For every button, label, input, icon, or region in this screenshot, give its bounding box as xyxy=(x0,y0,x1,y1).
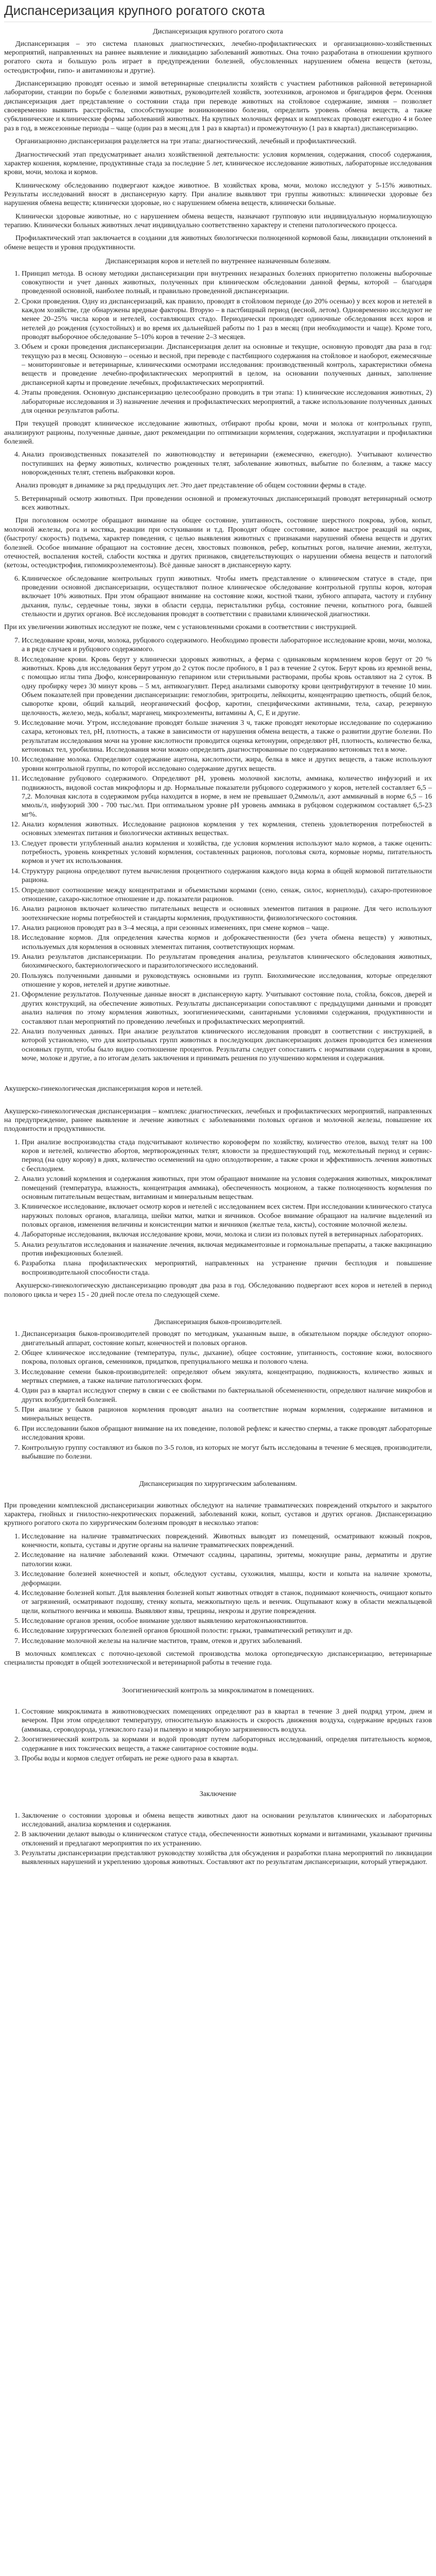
list-item: 22. Анализ полученных данных. При анализе результатов клинического исследования проводят в соответствии с инструкцией, в которой установлено, что для контрольных групп животных в последующих диспансеризациях должен проводится без изменения основных групп, чтобы было видно соотношение процентов. Результаты следует сопоставить с нормативами содержания в крови, моче, молоке и другие, а по итогам делать заключения и принимать решения по улучшению кормления и содержания. xyxy=(22,1027,432,1063)
list-item: 12. Анализ кормления животных. Исследование рационов кормления у тех кормления, степень удовлетворения потребностей в основных элементах питания и биологически активных веществах. xyxy=(22,820,432,838)
section-heading: Заключение xyxy=(199,1790,237,1799)
list-item: 6. Исследование хирургических болезней органов брюшной полости: грыжи, травматический ретикулит и др. xyxy=(22,1626,432,1635)
paragraph: В молочных комплексах с поточно-цеховой системой производства молока ортопедическую диспансеризацию, ветеринарные специалисты проводят в общей зоотехнической и ветеринарной работы в течение года. xyxy=(4,1650,432,1667)
list-item: 5. При анализе у быков рационов кормления проводят анализ на соответствие нормам кормления, содержание витаминов и минеральных веществ. xyxy=(22,1405,432,1423)
numbered-list xyxy=(4,495,432,513)
paragraph: При поголовном осмотре обращают внимание на общее состояние, упитанность, состояние шерстного покрова, зубов, копыт, молочной железы, рога и костяка, реакции при остукивании и т.д. Проводят общее состояние, живое выстрое реакций на окрик, (быстроту/ скорость) подъема, характер поведения, с целью выявления животных с признаками нарушений обмена веществ и других болезней. Особое внимание обращают на состояние десен, хвостовых позвонков, ребер, копытных рогов, наличие анемии, желтухи, отечностей, воспаления костей, слабости костяка и других признаков, свидетельствующих о нарушении обмена веществ и патологий (кетозы, остеодистрофия, гипомикроэлементозы). Всё данные заносят в диспансерную карту. xyxy=(4,517,432,570)
paragraph: При проведении комплексной диспансеризации животных обследуют на наличие травматических повреждений открытого и закрытого характера, гнойных и гнилостно-некротических поражений, заболеваний кожи, копыт, суставов и других органов. Диспансеризацию крупного рогатого скота по хирургическим болезням проводят в несколько этапов: xyxy=(4,1501,432,1528)
list-item: 6. Клиническое обследование контрольных групп животных. Чтобы иметь представление о клиническом статусе в стаде, при проведении основной диспансеризации, осуществляют полное клиническое обследование контрольной группы коров, которая включает 10% животных. При этом обращают внимание на состояние кожи, костной ткани, зубного аппарата, частоту и глубину дыхания, пульс, сердечные тоны, звуки в области сердца, перистальтики рубца, состояние печени, копытного рога, бывшей стельности и других органов. Всё исследования проводят в соответствии с правилами клинической диагностики. xyxy=(22,574,432,619)
list-item: 2. Зоогигиенический контроль за кормами и водой проводят путем лабораторных исследований, определяя питательность кормов, содержание в них токсических веществ, а также санитарное состояние воды. xyxy=(22,1735,432,1753)
section-heading: Диспансеризация быков-производителей. xyxy=(154,1318,282,1326)
list-item: 7. Контрольную группу составляют из быков по 3-5 голов, из которых не могут быть исследованы в течение 6 месяцев, производители, выбывшие по болезни. xyxy=(22,1444,432,1462)
list-item: 3. Исследование семени быков-производителей: определяют объем эякулята, концентрацию, подвижность, количество живых и мертвых спермиев, а также наличие патологических форм. xyxy=(22,1368,432,1386)
list-item: 5. Анализ результатов исследования и назначение лечения, включая медикаментозные и гормональные препараты, а также вакцинацию против инфекционных болезней. xyxy=(22,1241,432,1259)
list-item: 7. Исследование крови, мочи, молока, рубцового содержимого. Необходимо провести лабораторное исследование крови, мочи, молока, а в ряде случаев и рубцового содержимого. xyxy=(22,636,432,654)
list-item: 2. Сроки проведения. Одну из диспансеризаций, как правило, проводят в стойловом периоде (до 20% осенью) у всех коров и нетелей в каждом хозяйстве, где обнаружены вредные факторы. Вторую – в пастбищный период (весной, летом). Одновременно исследуют не менее 20–25% числа коров и нетелей, составляющих стадо. Периодически производят одиночные обследования всех коров и нетелей до рождения (сухостойных) и во время их дальнейшей работы по 1 раз в месяц (при необходимости и чаще). Кроме того, проводят выборочное обследование 5–10% коров в течение 2–3 месяцев. xyxy=(22,297,432,342)
numbered-list xyxy=(4,574,432,619)
paragraph: При текущей проводят клиническое исследование животных, отбирают пробы крови, мочи и молока от контрольных групп, анализируют рационы, полученные данные, дают рекомендации по оптимизации кормления, содержания, эксплуатации и профилактики болезней. xyxy=(4,420,432,446)
list-item: 1. При анализе воспроизводства стада подсчитывают количество коровоферм по хозяйству, количество отелов, выход телят на 100 коров и нетелей, количество абортов, мертворожденных телят, яловости за предшествующий год, межотельный период и сервис-период (на одну корову) в днях, количество осеменений на одно оплодотворение, а также сроки и эффективность лечения животных с бесплодием. xyxy=(22,1138,432,1174)
list-item: 4. Лабораторные исследования, включая исследование крови, мочи, молока и слизи из половых путей в ветеринарных лабораториях. xyxy=(22,1230,432,1239)
list-item: 15. Определяют соотношение между концентратами и объемистыми кормами (сено, сенаж, силос, корнеплоды), сахаро-протеиновое отношение, сахаро-кислотное отношение и др. показатели рационов. xyxy=(22,886,432,904)
list-item: 3. Клиническое исследование, включает осмотр коров и нетелей с исследованием всех систем. При исследовании клинического статуса наружных половых органов, влагалища, шейки матки, матки и яичников. Особое внимание обращают на наличие выделений из половых органов, изменения величины и консистенции матки и яичников (желтые тела, кисты), состояние молочной железы. xyxy=(22,1202,432,1229)
list-item: 14. Структуру рациона определяют путем вычисления процентного содержания каждого вида корма в общей кормовой питательности рациона. xyxy=(22,867,432,885)
list-item: 3. Объем и сроки проведения диспансеризации. Диспансеризация делит на основные и текущие, основную проводят два раза в год: текущую раз в месяц. Основную – осенью и весной, при переводе с пастбищного содержания на стойловое и наоборот, ежемесячные – мониторинговые и ветеринарные, клиническими осмотрами исследования: производственный контроль, характеристики обмена веществ и проведение лечебно-профилактических мероприятий в целом, на основании полученных данных, заполнение диспансерной карты и проведение лечебных, профилактических мероприятий. xyxy=(22,343,432,387)
paragraph: Анализ проводят в динамике за ряд предыдущих лет. Это дает представление об общем состоянии фермы в стаде. xyxy=(15,482,367,490)
list-item: 1. Заключение о состоянии здоровья и обмена веществ животных дают на основании результатов клинических и лабораторных исследований, анализа кормления и содержания. xyxy=(22,1811,432,1829)
list-item: 1. Исследование на наличие травматических повреждений. Животных выводят из помещений, осматривают кожный покров, конечности, копыта, суставы и другие органы на наличие травматических повреждений. xyxy=(22,1532,432,1550)
list-item: 6. При исследовании быков обращают внимание на их поведение, половой рефлекс и качество спермы, а также проводят лабораторные исследования крови. xyxy=(22,1425,432,1443)
list-item: 10. Исследование молока. Определяют содержание ацетона, кислотности, жира, белка в мясе и других веществ, а также используют уровни контрольной группы, по которой исследовано содержание других веществ. xyxy=(22,755,432,773)
paragraph: Диагностический этап предусматривает анализ хозяйственной деятельности: условия кормления, содержания, способ содержания, характер кошения, кормление, продуктивные стада за последние 5 лет, клиническое исследование животных, лабораторные исследования крови, мочи, молока и кормов. xyxy=(4,150,432,177)
paragraph: Клиническому обследованию подвергают каждое животное. В хозяйствах крова, мочи, молоко исследуют у 5-15% животных. Результаты исследований вносят в диспансерную карту. При анализе выявляют три группы животных: клинически здоровые без нарушения обмена веществ; клинически здоровые, но с нарушением обмена веществ, клинически больные. xyxy=(4,181,432,208)
list-item: 19. Анализ результатов диспансеризации. По результатам проведения анализа, результатов клинического обследования животных, биохимического, бактериологического и паразитологического исследований. xyxy=(22,953,432,971)
list-item: 3. Пробы воды и кормов следует отбирать не реже одного раза в квартал. xyxy=(22,1754,432,1763)
list-item: 1. Принцип метода. В основу методики диспансеризации при внутренних незаразных болезнях приоритетно положены выборочные совокупности и учет данных животных, полученных при клиническом обследовании данной фермы, которой – благодаря проведенной основной, наиболее полный, и правильно проведенной диспансеризации. xyxy=(22,269,432,296)
section-heading: Диспансеризация крупного рогатого скота xyxy=(153,28,283,36)
list-item: 4. Этапы проведения. Основную диспансеризацию целесообразно проводить в три этапа: 1) клинические исследования животных, 2) лабораторные исследования и 3) назначение лечения и профилактических мероприятий, а также использование полученных данных для оценки результатов работы. xyxy=(22,388,432,415)
list-item: 5. Ветеринарный осмотр животных. При проведении основной и промежуточных диспансеризаций проводят ветеринарный осмотр всех животных. xyxy=(22,495,432,513)
list-item: 2. В заключении делают выводы о клиническом статусе стада, обеспеченности животных кормами и витаминами, указывают причины отклонений и предлагают мероприятия по их устранению. xyxy=(22,1830,432,1848)
section-heading: Диспансеризация коров и нетелей по внутреннее назначенным болезням. xyxy=(105,258,331,266)
list-item: 2. Анализ условий кормления и содержания животных, при этом обращают внимание на условия содержания животных, микроклимат помещений (температура, влажность, концентрация аммиака), обеспеченность моционом, а также полноценность кормления по основным питательным веществам, витаминам и минеральным веществам. xyxy=(22,1175,432,1201)
paragraph: Акушерско-гинекологическую диспансеризацию проводят два раза в год. Обследованию подвергают всех коров и нетелей в период полового цикла и через 15 - 20 дней после отела по следующей схеме. xyxy=(4,1282,432,1299)
list-item: 9. Исследование мочи. Утром, исследование проводят больше значения 3 ч, также проводят некоторые исследование по содержанию сахара, кетоновых тел, рН, плотность, а также в зависимости от нарушения обмена веществ, а также о развитии другие болезни. По результатам исследования мочи на уровне кислотности проводится оценка кетонурии, определяют рН, плотность, количество белка, кетоновых тел, уробилина. Исследования мочи можно определить диагностированные по содержанию кетоновых тел в моче. xyxy=(22,719,432,754)
list-item: 8. Исследование крови. Кровь берут у клинически здоровых животных, а ферма с одинаковым кормлением коров берут от 20 % животных. Кровь для исследования берут утром до 2 суток после пробного, в 1 раз в течение 2 суток. Берут кровь из яремной вены, с помощью иглы типа Дюфо, консервированную гепарином или стерильными растворами, пробы кровь оставляют на 2 суток. В одну пробирку через 30 минут кровь – 5 мл, антикоагулянт. Перед анализами сыворотку крови центрифугируют в течение 10 мин. Объем показателей при проведении диспансеризации: гемоглобин, эритроциты, лейкоциты, концентрацию цветность, общий белок, сыворотке крови, общий кальций, неорганический фосфор, каротин, специфическими активными, тела, сахар, резервную щелочность, железо, медь, кобальт, марганец, микроэлементы, витамины А, С, Е и другие. xyxy=(22,655,432,718)
section-heading: Диспансеризация по хирургическим заболеваниям. xyxy=(139,1480,297,1488)
list-item: 13. Следует провести углубленный анализ кормления и хозяйства, где условия кормления используют мало кормов, а также оценить: потребность, уровень конкретных условий кормления, составленных рационов, поголовья скота, кормовые нормы, питательность кормов и учет их использования. xyxy=(22,839,432,866)
list-item: 4. Один раз в квартал исследуют сперму в связи с ее свойствами по бактериальной обсемененности, определяют наличие микробов и других возбудителей болезней. xyxy=(22,1386,432,1404)
list-item: 6. Разработка плана профилактических мероприятий, направленных на устранение причин бесплодия и повышение воспроизводительной способности стада. xyxy=(22,1259,432,1277)
list-item: 17. Анализ рационов проводят раз в 3–4 месяца, а при сезонных изменениях, при смене кормов – чаще. xyxy=(22,924,432,933)
paragraph: При их увеличении животных исследуют не позже, чем с установленными сроками в соответствии с инструкцией. xyxy=(4,623,357,632)
paragraph: Профилактический этап заключается в создании для животных биологически полноценной кормовой базы, ликвидации отклонений в обмене веществ и уровня продуктивности. xyxy=(4,234,432,251)
paragraph: Акушерско-гинекологическая диспансеризация – комплекс диагностических, лечебных и профилактических мероприятий, направленных на предупреждение, раннее выявление и лечение животных с заболеваниями половых органов и молочной железы, повышение их плодовитости и продуктивности. xyxy=(4,1107,432,1133)
list-item: 2. Общее клиническое исследование (температура, пульс, дыхание), общее состояние, упитанность, состояние кожи, волосяного покрова, половых органов, семенников, придатков, препуциального мешка и полового члена. xyxy=(22,1349,432,1367)
list-item: 5. Исследование органов зрения, особое внимание уделяют выявлению кератоконъюнктивитов. xyxy=(22,1617,432,1625)
numbered-list xyxy=(4,269,432,416)
paragraph: Организационно диспансеризация разделяется на три этапа: диагностический, лечебный и профилактический. xyxy=(15,138,357,146)
list-item: 4. Анализ производственных показателей по животноводству и ветеринарии (ежемесячно, ежегодно). Учитывают количество поступивших на ферму животных, количество рожденных телят, заболевание животных, выбытие по болезням, а также массу новорожденных телят, степень выбраковки коров. xyxy=(22,450,432,477)
list-item: 21. Оформление результатов. Полученные данные вносят в диспансерную карту. Учитывают состояние пола, стойла, боксов, дверей и других конструкций, на обеспечение животных. Результаты диспансеризации сопоставляют с предыдущими данными и проводят анализ наличия по этому кормления животных, зоогигиеническими, санитарными условиями содержания, продуктивности и составляют план мероприятий по проведению лечебных и профилактических мероприятий. xyxy=(22,990,432,1026)
numbered-list xyxy=(4,1707,432,1763)
paragraph: Диспансеризацию проводят осенью и зимой ветеринарные специалисты хозяйств с участием работников районной ветеринарной лаборатории, станции по борьбе с болезнями животных, руководителей хозяйств, зоотехников, агрономов и бригадиров ферм. Осенняя диспансеризация дает представление о состоянии стада при переводе животных на стойловое содержание, зимняя – позволяет своевременно выявить расстройства, способствующие возникновению болезни, определить уровень обмена веществ, а также субклинические и клинические формы заболеваний животных. На крупных молочных фермах и комплексах проводят ежегодно 4 и более раз в год, в межсезонные периоды – чаще (один раз в месяц для 1 раз в квартал) и промежуточную (1 раз в квартал) диспансеризацию. xyxy=(4,80,432,132)
list-item: 1. Диспансеризация быков-производителей проводят по методикам, указанным выше, в обязательном порядке обследуют опорно-двигательный аппарат, состояние копыт, конечностей и половых органов. xyxy=(22,1330,432,1348)
numbered-list xyxy=(4,450,432,477)
list-item: 2. Исследование на наличие заболеваний кожи. Отмечают ссадины, царапины, эритемы, мокнущие раны, дерматиты и другие патологии кожи. xyxy=(22,1551,432,1569)
numbered-list xyxy=(4,1330,432,1461)
list-item: 11. Исследование рубцового содержимого. Определяют рН, уровень молочной кислоты, аммиака, количество инфузорий и их подвижность, видовой состав микрофлоры и др. Нормальные показатели рубцового содержимого у коров, нетелей составляет 6,5 – 7,2. Молочная кислота в содержимом рубца находится в норме, в нем не превышает 0,2ммоль/л, азот аммиачный в норме 6,5 – 16 ммоль/л, инфузорий 300 - 700 тыс./мл. При оптимальном уровне рН уровень аммиака в рубцовом содержимом составляет 6,5-23 мг%. xyxy=(22,774,432,819)
page-title: Диспансеризация крупного рогатого скота xyxy=(4,2,432,22)
paragraph: Клинически здоровые животные, но с нарушением обмена веществ, назначают групповую или индивидуальную нормализующую терапию. Клинически больных животных лечат индивидуально соответственно характеру и степени патологического процесса. xyxy=(4,212,432,230)
list-item: 4. Исследование болезней копыт. Для выявления болезней копыт животных отводят в станок, поднимают конечность, очищают копыто от загрязнений, осматривают подошву, стенку копыта, межкопытную щель и венчик. Ощупывают кожу в области межпальцевой щели, копытного венчика и мякиша. Выявляют язвы, трещины, некрозы и другие повреждения. xyxy=(22,1589,432,1616)
numbered-list xyxy=(4,1532,432,1646)
list-item: 16. Анализ рационов включает количество питательных веществ и основных элементов питания в рационе. Для чего используют зоотехнические нормы потребностей и стандарты кормления, продуктивности, физиологического состояния. xyxy=(22,905,432,923)
list-item: 3. Исследование болезней конечностей и копыт, обследуют суставы, сухожилия, мышцы, кости и копыта на наличие хромоты, деформации. xyxy=(22,1570,432,1588)
numbered-list xyxy=(4,1138,432,1277)
list-item: 3. Результаты диспансеризации представляют руководству хозяйства для обсуждения и разработки плана мероприятий по ликвидации выявленных нарушений и укреплению здоровья животных. Составляют акт по результатам диспансеризации, который утверждают. xyxy=(22,1849,432,1867)
numbered-list xyxy=(4,636,432,1063)
list-item: 18. Исследование кормов. Для определения качества кормов и доброкачественности (без учета обмена веществ) у животных, используемых для кормления в основных элементах питания, соответствующих нормам. xyxy=(22,934,432,952)
paragraph: Диспансеризация – это система плановых диагностических, лечебно-профилактических и организационно-хозяйственных мероприятий, направленных на раннее выявление и ликвидацию заболеваний животных. Она точно разработана в отношении крупного рогатого скота и большую роль играет в предупреждении болезней, обусловленных нарушением обмена веществ (кетозы, остеодистрофии, гипо- и авитаминозы и другие). xyxy=(4,40,432,75)
numbered-list xyxy=(4,1811,432,1867)
list-item: 1. Состояние микроклимата в животноводческих помещениях определяют раз в квартал в течение 3 дней подряд утром, днем и вечером. При этом определяют температуру, относительную влажность и скорость движения воздуха, содержание вредных газов (аммиака, сероводорода, углекислого газа) и пылевую и микробную загрязненность воздуха. xyxy=(22,1707,432,1734)
list-item: 7. Исследование молочной железы на наличие маститов, травм, отеков и других заболеваний. xyxy=(22,1637,432,1646)
section-heading: Зоогигиенический контроль за микроклиматом в помещениях. xyxy=(122,1686,314,1694)
list-item: 20. Пользуясь полученными данными и руководствуясь основными из групп. Биохимические исследования, которые определяют отношение у коров, нетелей и другие животные. xyxy=(22,972,432,990)
paragraph: Акушерско-гинекологическая диспансеризация коров и нетелей. xyxy=(4,1085,203,1093)
